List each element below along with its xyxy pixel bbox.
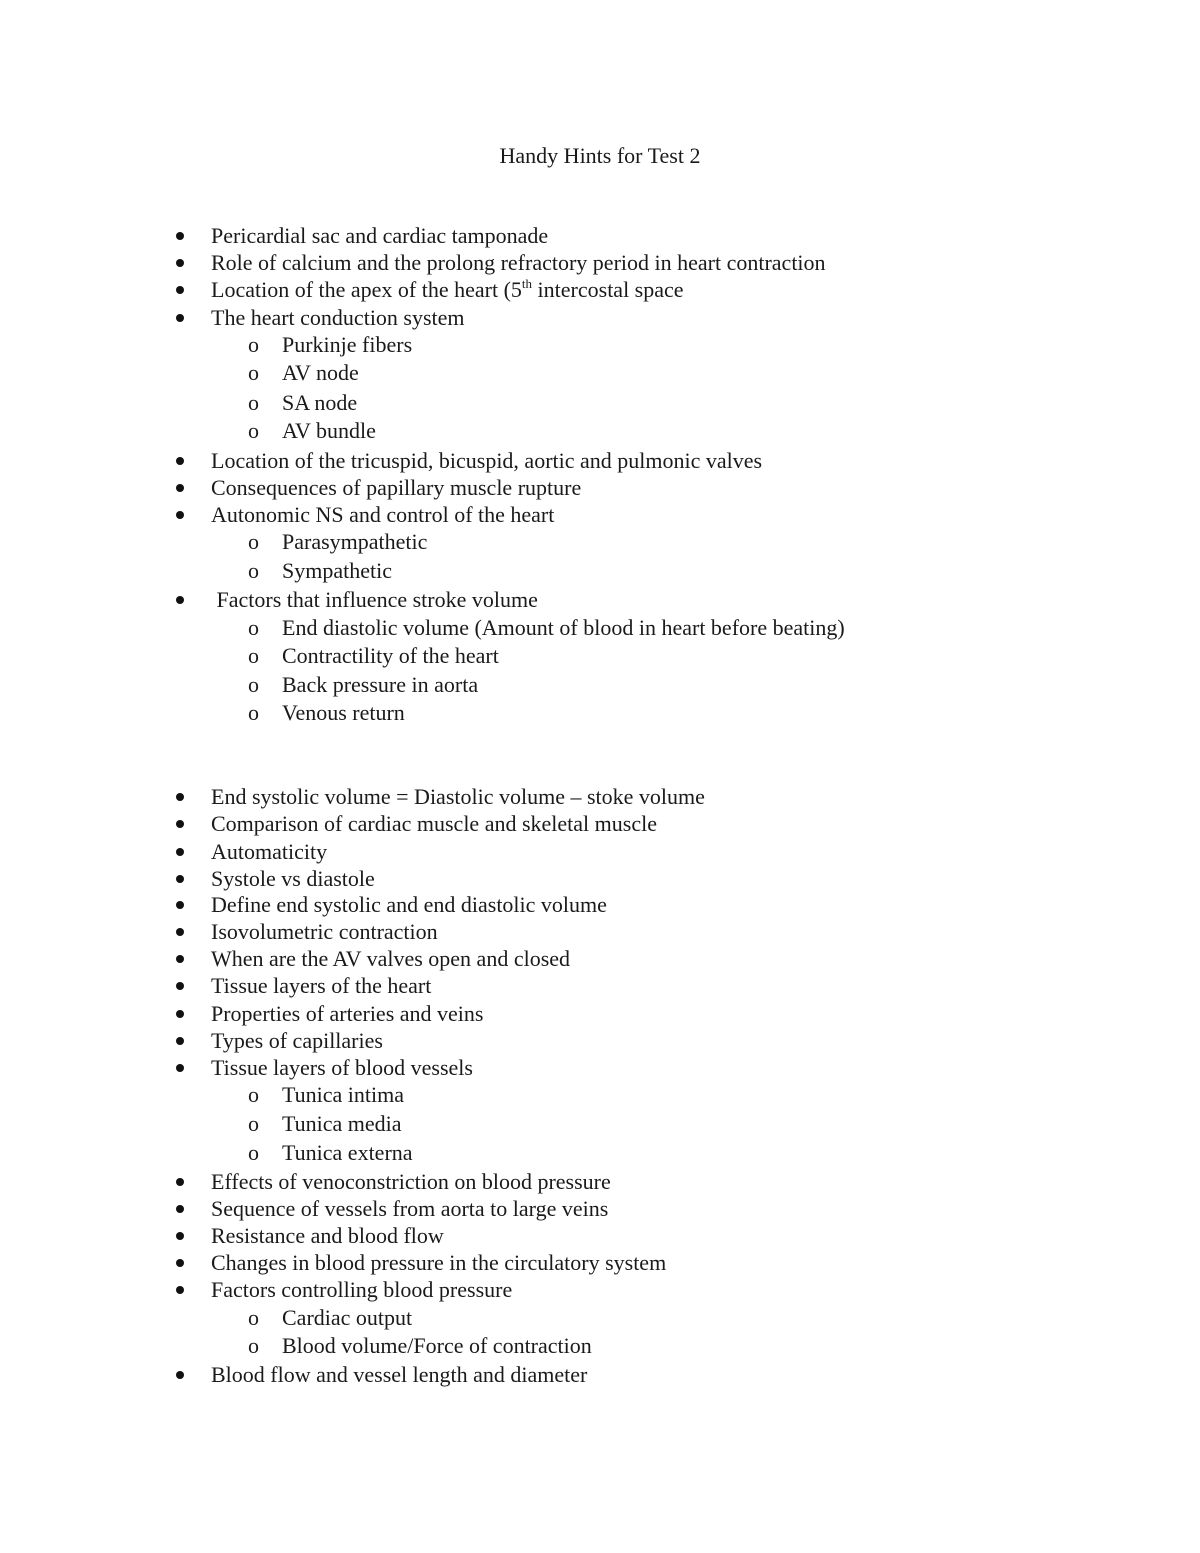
list-item-text: When are the AV valves open and closed	[211, 946, 571, 971]
list-item-text: Effects of venoconstriction on blood pressure	[211, 1169, 611, 1194]
list-item-text: Factors that influence stroke volume	[211, 587, 538, 612]
bullet-icon	[176, 232, 184, 240]
list-item-text: Properties of arteries and veins	[211, 1001, 484, 1026]
sub-item-cardiac-output	[248, 1304, 413, 1332]
sub-item-text: Contractility of the heart	[282, 643, 499, 668]
list-item-end-systolic-volume-formula	[211, 783, 705, 811]
list-item-muscle-comparison	[211, 810, 657, 838]
list-item-text: Blood flow and vessel length and diameter	[211, 1362, 588, 1387]
list-item-text: Consequences of papillary muscle rupture	[211, 475, 582, 500]
circle-bullet-icon: o	[248, 390, 259, 415]
list-item-text: Pericardial sac and cardiac tamponade	[211, 223, 549, 248]
list-item-text: Autonomic NS and control of the heart	[211, 502, 555, 527]
list-item-pressure-factors	[211, 1276, 512, 1304]
sub-item-text: Blood volume/Force of contraction	[282, 1333, 592, 1358]
list-item-heart-tissue-layers	[211, 972, 431, 1000]
sub-item-text: AV bundle	[282, 418, 376, 443]
list-item-text: Tissue layers of the heart	[211, 973, 432, 998]
sub-item-text: Tunica media	[282, 1111, 402, 1136]
list-item-text: Changes in blood pressure in the circulatory system	[211, 1250, 667, 1275]
list-item-automaticity	[211, 838, 327, 866]
list-item-text: Location of the tricuspid, bicuspid, aortic and pulmonic valves	[211, 448, 763, 473]
list-item-pressure-changes	[211, 1249, 666, 1277]
bullet-icon	[176, 314, 184, 322]
list-item-text: Automaticity	[211, 839, 328, 864]
sub-item-venous-return	[248, 699, 405, 727]
list-item-capillaries	[211, 1027, 383, 1055]
list-item-valve-location	[211, 447, 762, 475]
bullet-icon	[176, 901, 184, 909]
document-title: Handy Hints for Test 2	[499, 143, 701, 168]
list-item-stroke-volume-factors	[211, 586, 538, 614]
list-item-text-continued: intercostal space	[532, 277, 684, 302]
bullet-icon	[176, 1286, 184, 1294]
bullet-icon	[176, 596, 184, 604]
bullet-icon	[176, 286, 184, 294]
list-item-text: Comparison of cardiac muscle and skeletal muscle	[211, 811, 657, 836]
list-item-text: Define end systolic and end diastolic volume	[211, 892, 607, 917]
sub-item-av-bundle	[248, 417, 376, 445]
circle-bullet-icon: o	[248, 360, 259, 385]
sub-item-purkinje	[248, 331, 413, 359]
sub-item-text: Tunica intima	[282, 1082, 405, 1107]
sub-item-sympathetic	[248, 557, 392, 585]
list-item-autonomic-ns	[211, 501, 554, 529]
bullet-icon	[176, 259, 184, 267]
circle-bullet-icon: o	[248, 1111, 259, 1136]
sub-item-text: Parasympathetic	[282, 529, 428, 554]
list-item-flow-length-diameter	[211, 1361, 587, 1389]
bullet-icon	[176, 793, 184, 801]
list-item-text: Types of capillaries	[211, 1028, 383, 1053]
list-item-text: Sequence of vessels from aorta to large veins	[211, 1196, 609, 1221]
list-item-text: Systole vs diastole	[211, 866, 375, 891]
bullet-icon	[176, 955, 184, 963]
bullet-icon	[176, 1259, 184, 1267]
sub-item-text: End diastolic volume (Amount of blood in heart before beating)	[282, 615, 845, 640]
circle-bullet-icon: o	[248, 1082, 259, 1107]
list-item-venoconstriction	[211, 1168, 611, 1196]
sub-item-av-node	[248, 359, 359, 387]
list-item-define-volumes	[211, 891, 607, 919]
list-item-vessel-sequence	[211, 1195, 608, 1223]
list-item-text: Factors controlling blood pressure	[211, 1277, 513, 1302]
bullet-icon	[176, 1232, 184, 1240]
circle-bullet-icon: o	[248, 643, 259, 668]
superscript-ordinal: th	[521, 276, 533, 291]
sub-item-text: Purkinje fibers	[282, 332, 413, 357]
list-item-systole-diastole	[211, 865, 375, 893]
circle-bullet-icon: o	[248, 418, 259, 443]
sub-item-sa-node	[248, 389, 358, 417]
list-item-conduction-system	[211, 304, 465, 332]
bullet-icon	[176, 1064, 184, 1072]
sub-item-text: Back pressure in aorta	[282, 672, 479, 697]
sub-item-tunica-externa	[248, 1139, 413, 1167]
bullet-icon	[176, 820, 184, 828]
circle-bullet-icon: o	[248, 700, 259, 725]
bullet-icon	[176, 1371, 184, 1379]
list-item-text: Tissue layers of blood vessels	[211, 1055, 473, 1080]
sub-item-text: AV node	[282, 360, 359, 385]
bullet-icon	[176, 875, 184, 883]
sub-item-text: SA node	[282, 390, 358, 415]
list-item-text: Isovolumetric contraction	[211, 919, 438, 944]
sub-item-text: Tunica externa	[282, 1140, 413, 1165]
bullet-icon	[176, 982, 184, 990]
bullet-icon	[176, 484, 184, 492]
sub-item-end-diastolic-volume	[248, 614, 845, 642]
bullet-icon	[176, 848, 184, 856]
circle-bullet-icon: o	[248, 558, 259, 583]
sub-item-text: Sympathetic	[282, 558, 392, 583]
list-item-vessel-tissue-layers	[211, 1054, 473, 1082]
list-item-text: Resistance and blood flow	[211, 1223, 444, 1248]
list-item-text: Location of the apex of the heart (5	[211, 277, 522, 302]
circle-bullet-icon: o	[248, 1305, 259, 1330]
sub-item-text: Venous return	[282, 700, 405, 725]
list-item-arteries-veins	[211, 1000, 483, 1028]
circle-bullet-icon: o	[248, 1333, 259, 1358]
circle-bullet-icon: o	[248, 1140, 259, 1165]
list-item-text: The heart conduction system	[211, 305, 465, 330]
list-item-text: End systolic volume = Diastolic volume – stoke volume	[211, 784, 705, 809]
circle-bullet-icon: o	[248, 529, 259, 554]
circle-bullet-icon: o	[248, 332, 259, 357]
list-item-resistance-flow	[211, 1222, 444, 1250]
sub-item-tunica-media	[248, 1110, 402, 1138]
bullet-icon	[176, 1037, 184, 1045]
bullet-icon	[176, 457, 184, 465]
sub-item-tunica-intima	[248, 1081, 405, 1109]
list-item-pericardial-sac	[211, 222, 548, 250]
bullet-icon	[176, 1178, 184, 1186]
bullet-icon	[176, 1205, 184, 1213]
list-item-role-of-calcium	[211, 249, 826, 277]
bullet-icon	[176, 928, 184, 936]
sub-item-contractility	[248, 642, 499, 670]
bullet-icon	[176, 1010, 184, 1018]
sub-item-text: Cardiac output	[282, 1305, 413, 1330]
list-item-papillary-rupture	[211, 474, 581, 502]
sub-item-parasympathetic	[248, 528, 428, 556]
list-item-text: Role of calcium and the prolong refractory period in heart contraction	[211, 250, 826, 275]
circle-bullet-icon: o	[248, 615, 259, 640]
sub-item-back-pressure	[248, 671, 479, 699]
list-item-isovolumetric	[211, 918, 438, 946]
bullet-icon	[176, 511, 184, 519]
list-item-av-valves	[211, 945, 570, 973]
list-item-apex-location	[211, 276, 684, 304]
sub-item-blood-volume	[248, 1332, 592, 1360]
circle-bullet-icon: o	[248, 672, 259, 697]
